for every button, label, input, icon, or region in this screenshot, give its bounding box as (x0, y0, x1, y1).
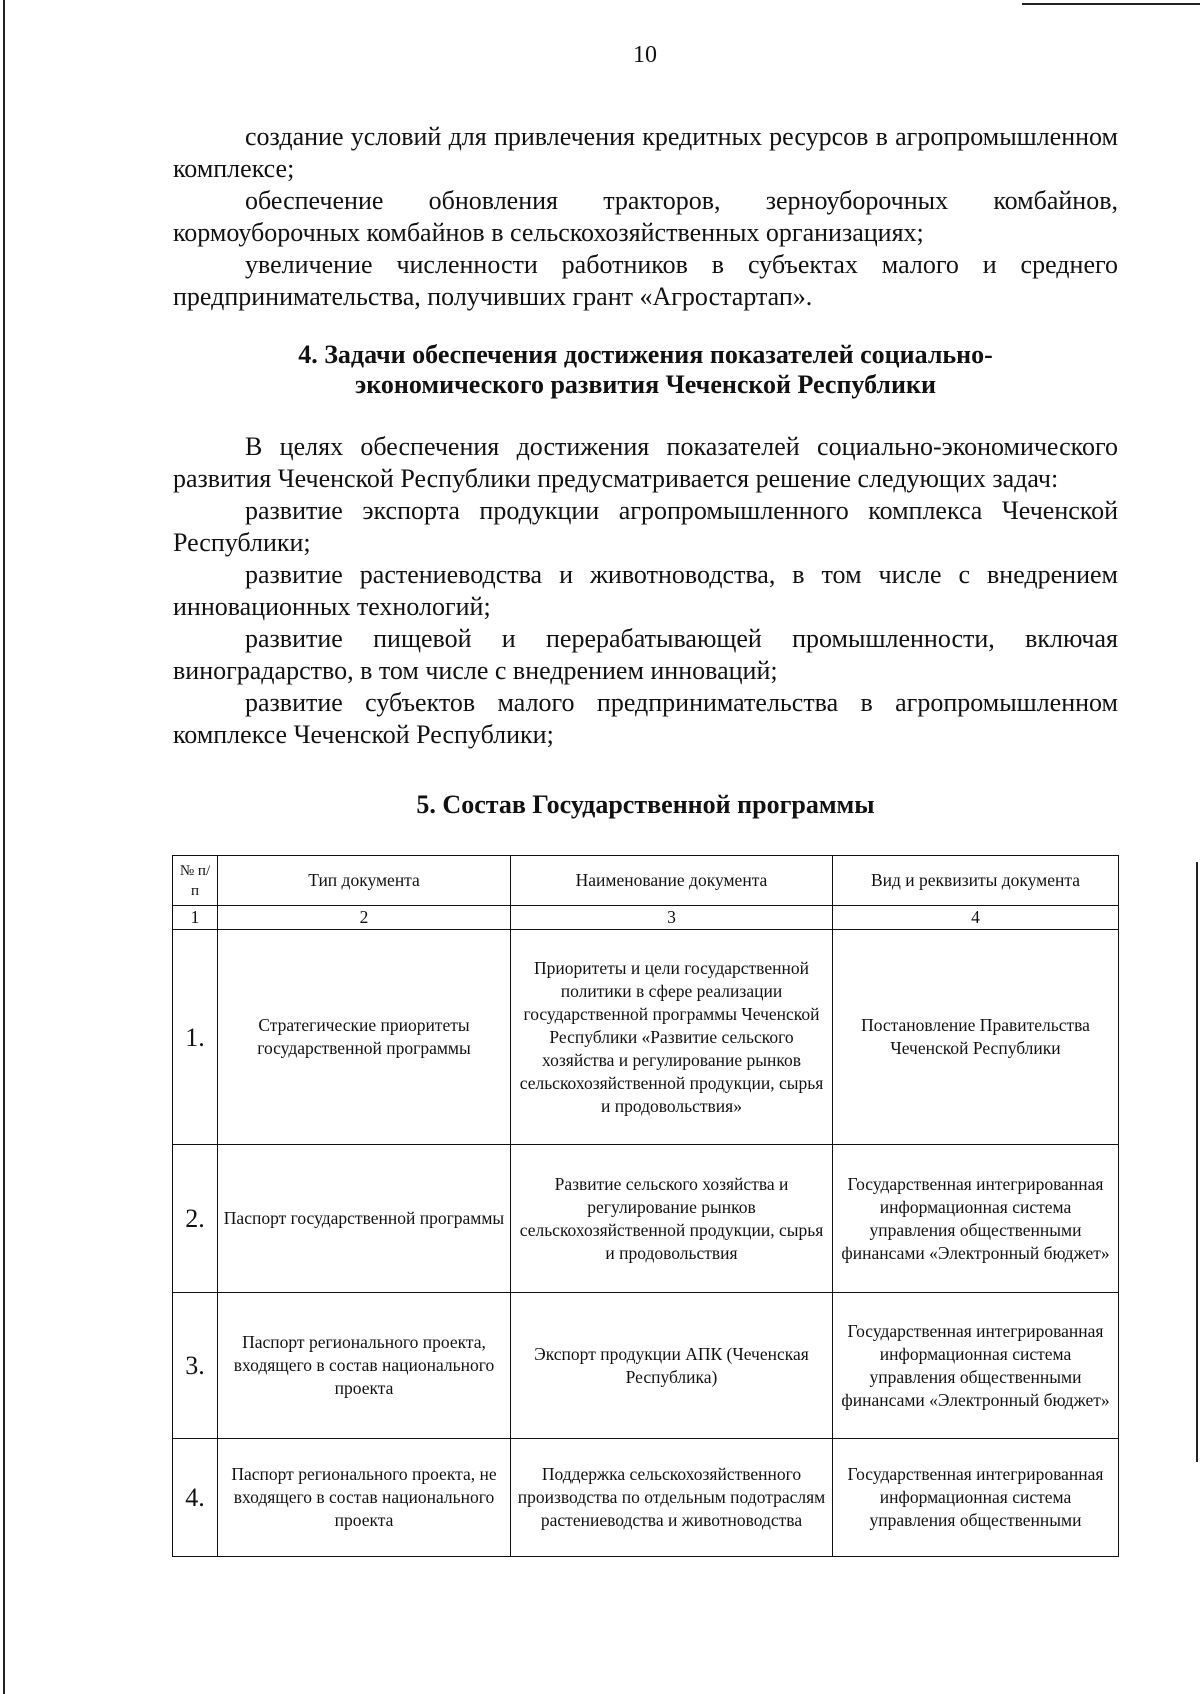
section4-body (173, 431, 1118, 751)
header-doc-details: Вид и реквизиты документа (833, 856, 1119, 906)
row-doc-name: Экспорт продукции АПК (Чеченская Республика) (511, 1293, 833, 1439)
column-number: 2 (218, 906, 511, 930)
column-number: 3 (511, 906, 833, 930)
table-row (173, 930, 1119, 1145)
section4-title (173, 340, 1118, 400)
section4-paragraph: развитие растениеводства и животноводства, в том числе с внедрением инновационных технологий; (173, 560, 1118, 621)
section4-title-line1: 4. Задачи обеспечения достижения показателей социально- (298, 340, 993, 369)
header-doc-name: Наименование документа (511, 856, 833, 906)
intro-paragraph: создание условий для привлечения кредитных ресурсов в агропромышленном комплексе; (173, 122, 1118, 183)
section4-paragraph: В целях обеспечения достижения показателей социально-экономического развития Чеченской Республики предусматривается решение следующих задач: (173, 432, 1118, 493)
section5-title: 5. Состав Государственной программы (416, 790, 875, 819)
row-doc-details: Государственная интегрированная информационная система управления общественными (833, 1439, 1119, 1557)
row-doc-details: Государственная интегрированная информационная система управления общественными финансами «Электронный бюджет» (833, 1145, 1119, 1293)
page-number: 10 (633, 42, 657, 68)
row-doc-details: Государственная интегрированная информационная система управления общественными финансами «Электронный бюджет» (833, 1293, 1119, 1439)
scan-edge-left (3, 0, 5, 1694)
scan-edge-top (1022, 3, 1200, 5)
document-table (172, 855, 1119, 1557)
table-row (173, 1145, 1119, 1293)
section4-paragraph: развитие субъектов малого предпринимательства в агропромышленном комплексе Чеченской Республики; (173, 688, 1118, 749)
row-doc-type: Паспорт государственной программы (218, 1145, 511, 1293)
row-doc-type: Паспорт регионального проекта, не входящего в состав национального проекта (218, 1439, 511, 1557)
row-number: 2. (173, 1145, 218, 1293)
header-number: № п/п (173, 856, 218, 906)
row-doc-name: Развитие сельского хозяйства и регулирование рынков сельскохозяйственной продукции, сырья и продовольствия (511, 1145, 833, 1293)
scan-edge-right (1196, 862, 1198, 1462)
row-doc-name: Приоритеты и цели государственной политики в сфере реализации государственной программы Чеченской Республики «Развитие сельского хозяйства и регулирование рынков сельскохозяйственной продукции, сырья и продовольствия» (511, 930, 833, 1145)
row-number: 3. (173, 1293, 218, 1439)
table-row (173, 1293, 1119, 1439)
intro-block (173, 121, 1118, 313)
table-row (173, 1439, 1119, 1557)
intro-paragraph: увеличение численности работников в субъектах малого и среднего предпринимательства, получивших грант «Агростартап». (173, 250, 1118, 311)
section4-paragraph: развитие пищевой и перерабатывающей промышленности, включая виноградарство, в том числе с внедрением инноваций; (173, 624, 1118, 685)
row-doc-type: Стратегические приоритеты государственной программы (218, 930, 511, 1145)
header-doc-type: Тип документа (218, 856, 511, 906)
row-doc-type: Паспорт регионального проекта, входящего в состав национального проекта (218, 1293, 511, 1439)
intro-paragraph: обеспечение обновления тракторов, зерноуборочных комбайнов, кормоуборочных комбайнов в сельскохозяйственных организациях; (173, 186, 1118, 247)
row-number: 1. (173, 930, 218, 1145)
row-doc-details: Постановление Правительства Чеченской Республики (833, 930, 1119, 1145)
column-number-row (173, 906, 1119, 930)
column-number: 4 (833, 906, 1119, 930)
row-number: 4. (173, 1439, 218, 1557)
column-number: 1 (173, 906, 218, 930)
section4-title-line2: экономического развития Чеченской Республики (355, 370, 936, 399)
table-header-row (173, 856, 1119, 906)
row-doc-name: Поддержка сельскохозяйственного производства по отдельным подотраслям растениеводства и животноводства (511, 1439, 833, 1557)
section4-paragraph: развитие экспорта продукции агропромышленного комплекса Чеченской Республики; (173, 496, 1118, 557)
